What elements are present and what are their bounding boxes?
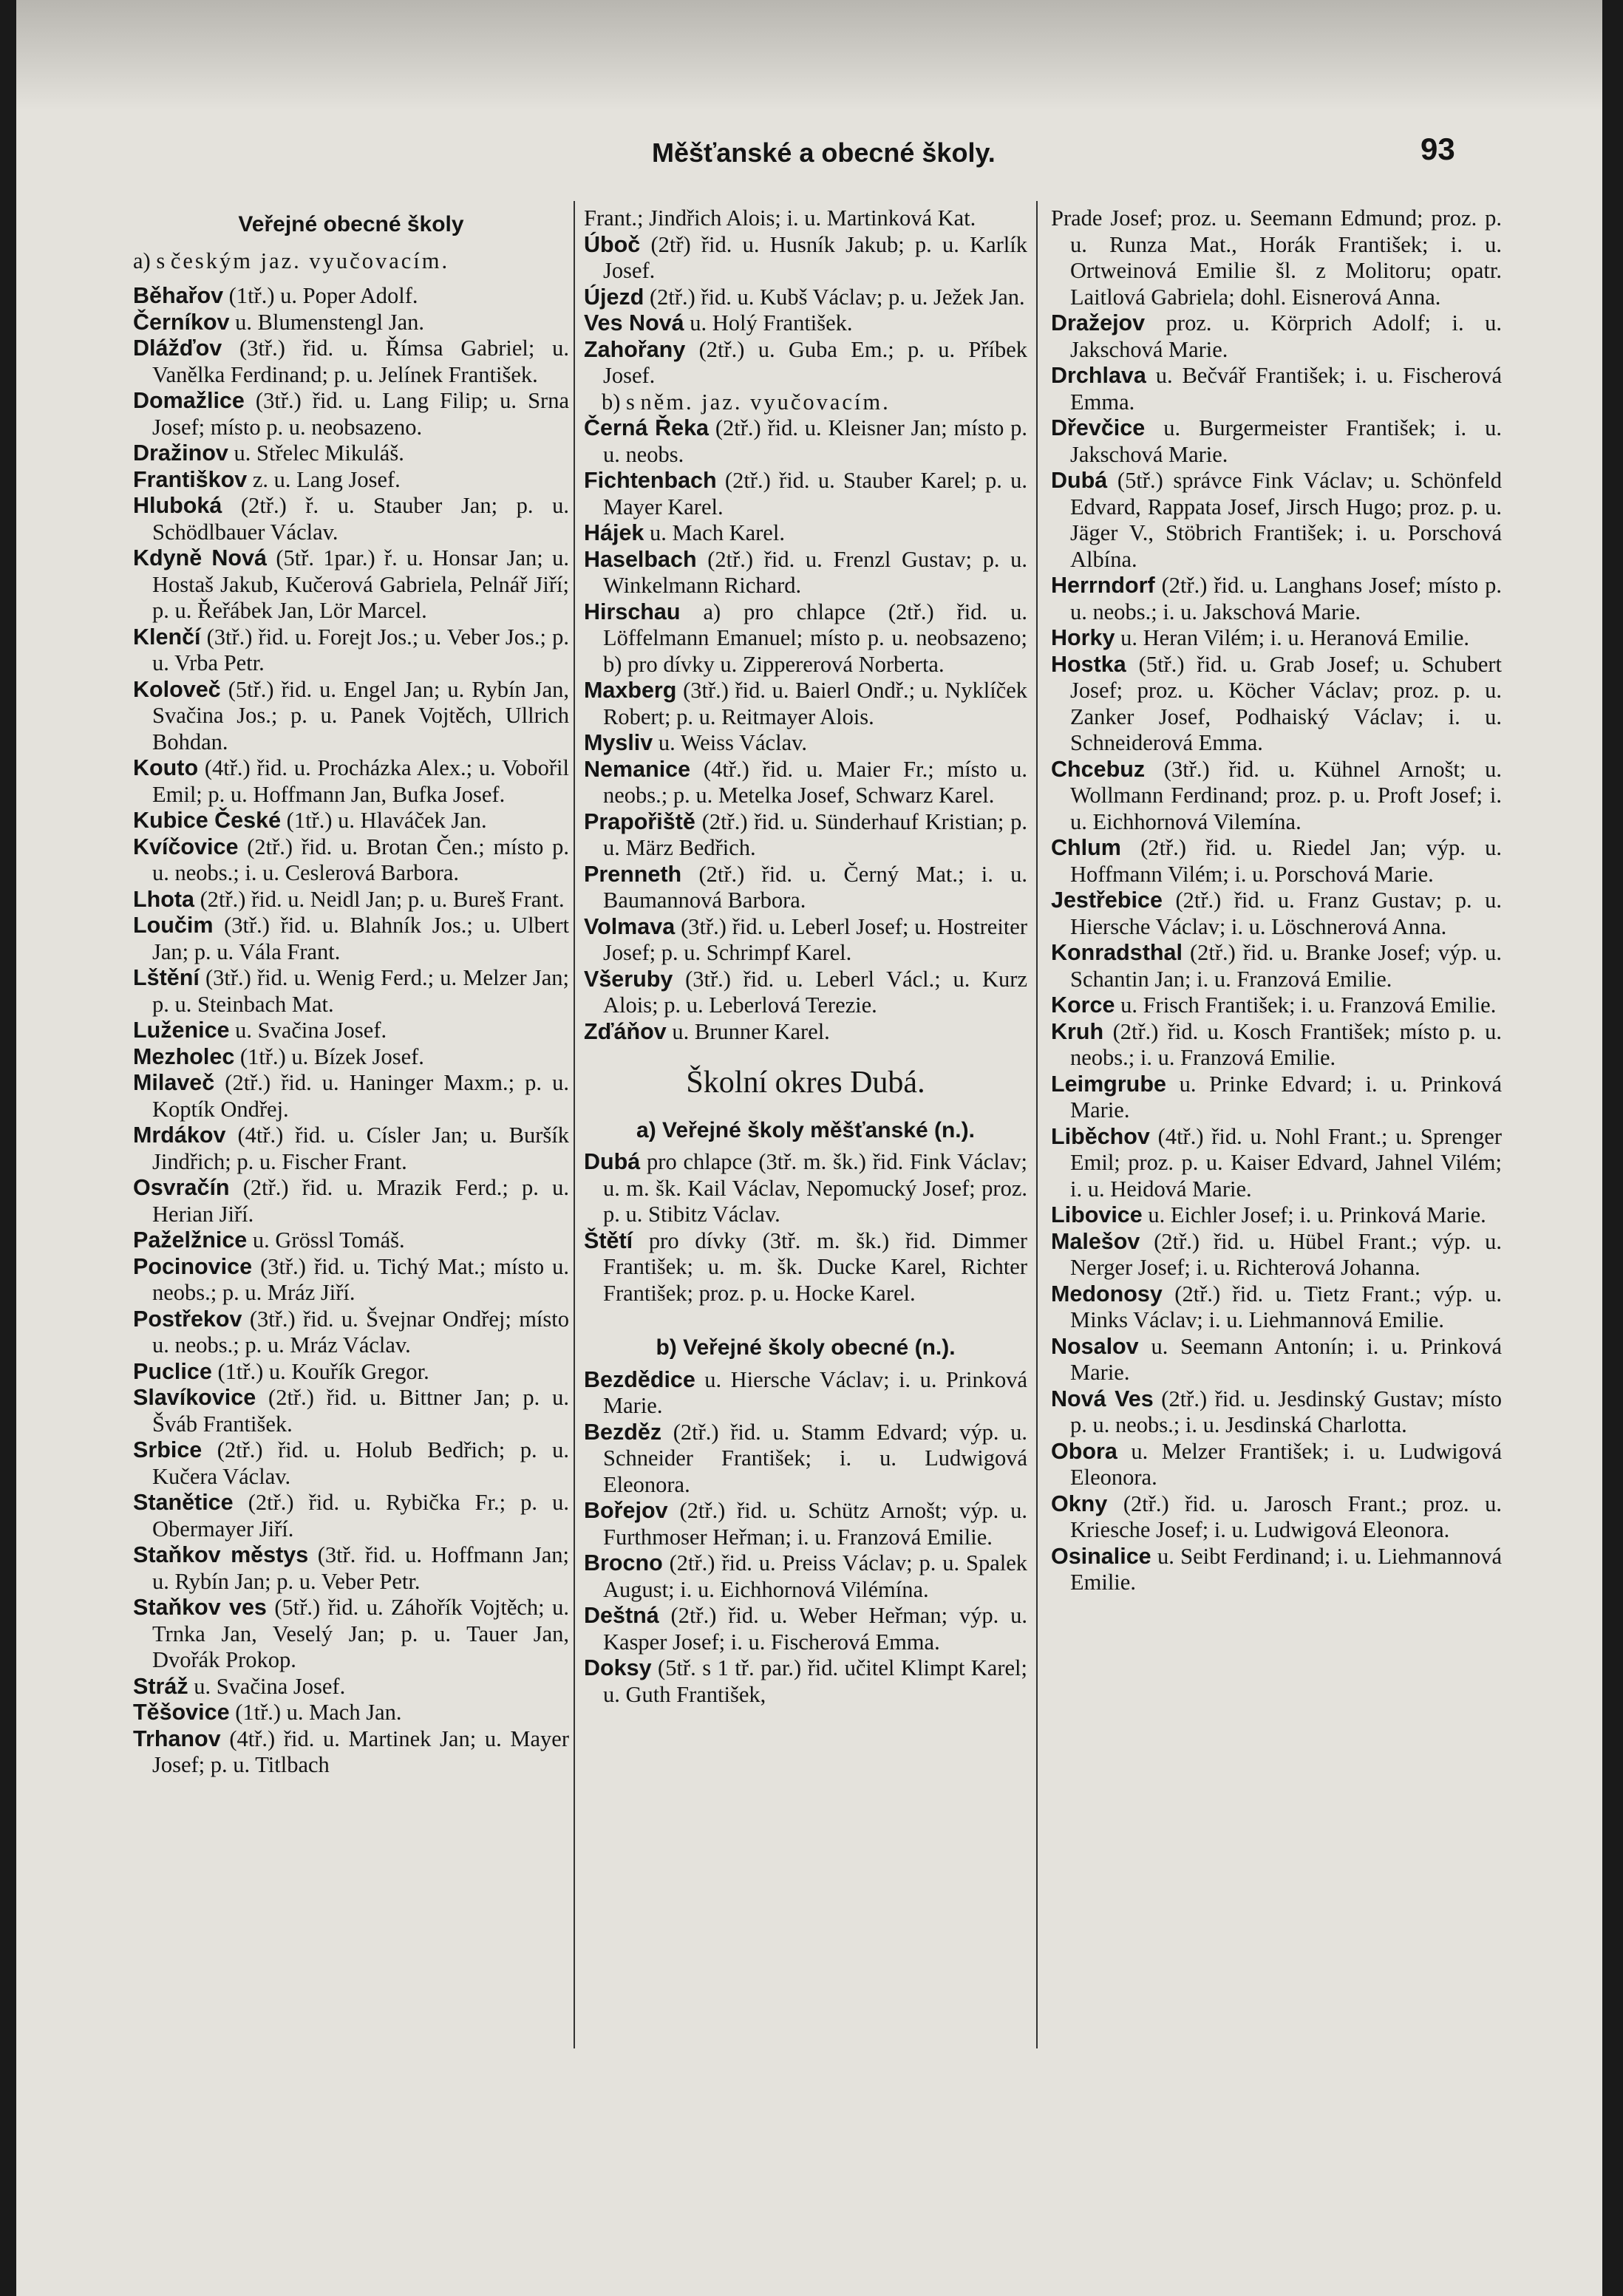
entry-text: (2tř.) řid. u. Stauber Karel; p. u. Mayer Karel. [603,468,1027,520]
school-entry [1051,1281,1502,1334]
school-entry [133,913,569,965]
school-entry [584,520,1027,547]
place-name: Srbice [133,1437,203,1462]
place-name: Všeruby [584,966,673,992]
place-name: Horky [1051,625,1115,650]
spacer [584,1307,1027,1329]
place-name: Liběchov [1051,1123,1150,1149]
place-name: Černá Řeka [584,415,710,440]
place-name: Běhařov [133,283,224,308]
entry-text: (2tř.) řid. u. Preiss Václav; p. u. Spalek August; i. u. Eichhornová Vilémína. [603,1550,1027,1602]
place-name: Luženice [133,1018,230,1043]
place-name: Drchlava [1051,363,1146,388]
school-entry [584,285,1027,311]
entry-text: u. Bečvář František; i. u. Fischerová Emma. [1070,363,1502,415]
school-entry [133,887,569,913]
school-entry [133,1595,569,1674]
entry-text: u. Svačina Josef. [188,1673,346,1699]
school-entry [133,1307,569,1359]
place-name: Loučim [133,913,214,938]
school-entry [133,677,569,756]
entry-text: u. Burgermeister František; i. u. Jakschová Marie. [1070,415,1502,467]
entry-text: pro chlapce (3tř. m. šk.) řid. Fink Václav; u. m. šk. Kail Václav, Nepomucký Josef; proz. p. u. Stibitz Václav. [603,1149,1027,1227]
place-name: Leimgrube [1051,1071,1166,1097]
entry-text: (2tř.) řid. u. Jarosch Frant.; proz. u. Kriesche Josef; i. u. Ludwigová Eleonora. [1070,1491,1502,1542]
entry-text: (5tř. s 1 tř. par.) řid. učitel Klimpt Karel; u. Guth František, [603,1655,1027,1707]
entry-text: u. Brunner Karel. [666,1018,830,1044]
place-name: Dubá [1051,468,1108,493]
page-number: 93 [1420,132,1455,166]
school-entry [584,468,1027,520]
school-entry [133,1123,569,1175]
entry-list [584,415,1027,1045]
entry-text: u. Blumenstengl Jan. [229,309,424,335]
place-name: Úboč [584,231,641,257]
column-rule-2 [1036,201,1038,2048]
place-name: Herrndorf [1051,573,1155,598]
entry-text: (3tř.) řid. u. Švejnar Ondřej; místo u. neobs.; p. u. Mráz Václav. [152,1306,569,1357]
school-entry [1051,310,1502,363]
entry-text: u. Hiersche Václav; i. u. Prinková Marie. [603,1366,1027,1418]
place-name: Fichtenbach [584,468,717,493]
place-name: Trhanov [133,1726,221,1751]
entry-text: (5tř.) řid. u. Engel Jan; u. Rybín Jan, Svačina Jos.; p. u. Panek Vojtěch, Ullrich Bohdan. [152,676,569,754]
school-entry [133,755,569,808]
place-name: Libovice [1051,1202,1143,1227]
entry-list [584,1149,1027,1307]
school-entry [584,862,1027,914]
place-name: Mrdákov [133,1123,226,1148]
school-entry [584,967,1027,1019]
entry-text: (4tř.) řid. u. Císler Jan; u. Buršík Jindřich; p. u. Fischer Frant. [152,1123,569,1174]
place-name: Dražinov [133,440,228,466]
entry-text: (3tř.) řid. u. Baierl Ondř.; u. Nyklíček Robert; p. u. Reitmayer Alois. [603,678,1027,729]
school-entry [133,1175,569,1227]
place-name: Ves Nová [584,310,684,335]
entry-text: (2tř.) řid. u. Stamm Edvard; výp. u. Schneider František; i. u. Ludwigová Eleonora. [603,1419,1027,1497]
school-entry [1051,1202,1502,1229]
column-3 [1051,205,1502,1596]
place-name: Koloveč [133,676,221,702]
entry-text: (3tř. řid. u. Hoffmann Jan; u. Rybín Jan; p. u. Veber Petr. [152,1542,570,1594]
school-entry [584,1420,1027,1499]
section-heading: b) Veřejné školy obecné (n.). [656,1335,956,1360]
entry-text: u. Seibt Ferdinand; i. u. Liehmannová Emilie. [1070,1543,1502,1595]
entry-text: (2tř.) řid. u. Sünderhauf Kristian; p. u. März Bedřich. [603,808,1027,860]
school-entry [133,1359,569,1386]
place-name: Slavíkovice [133,1385,256,1410]
place-name: Jestřebice [1051,888,1163,913]
place-name: Mysliv [584,730,653,755]
school-entry [133,1385,569,1437]
school-entry [133,310,569,336]
place-name: Prapořiště [584,808,695,834]
school-entry [133,1044,569,1071]
place-name: Chlum [1051,835,1121,860]
entry-text: (2tř.) u. Guba Em.; p. u. Příbek Josef. [603,336,1027,388]
place-name: Obora [1051,1438,1117,1464]
entry-text: (3tř.) řid. u. Blahník Jos.; u. Ulbert Jan; p. u. Vála Frant. [152,913,569,964]
place-name: Konradsthal [1051,940,1183,965]
school-entry [584,678,1027,730]
place-name: Nová Ves [1051,1386,1154,1411]
entry-list [1051,310,1502,1596]
entry-text: (4tř.) řid. u. Maier Fr.; místo u. neobs.; p. u. Metelka Josef, Schwarz Karel. [603,756,1027,808]
column-2 [584,205,1027,1708]
entry-text: (2tř.) řid. u. Haninger Maxm.; p. u. Koptík Ondřej. [152,1070,569,1122]
place-name: Stanětice [133,1490,234,1515]
place-name: Zďáňov [584,1018,667,1044]
place-name: Bezdědice [584,1366,695,1392]
entry-text: pro dívky (3tř. m. šk.) řid. Dimmer František; u. m. šk. Ducke Karel, Richter František; proz. p. u. Hocke Karel. [603,1227,1027,1306]
school-entry [584,1019,1027,1046]
place-name: Nemanice [584,756,691,782]
entry-text: (2tř.) řid. u. Mrazik Ferd.; p. u. Herian Jiří. [152,1175,569,1227]
entry-text: (1tř.) u. Mach Jan. [229,1700,402,1725]
place-name: Klenčí [133,624,201,650]
school-entry [1051,835,1502,888]
place-name: Kdyně Nová [133,545,267,570]
entry-list [584,1367,1027,1709]
district-heading: Školní okres Dubá. [686,1066,925,1100]
entry-text: (2tř.) řid. u. Langhans Josef; místo p. u. neobs.; i. u. Jakschová Marie. [1070,573,1502,624]
place-name: Bořejov [584,1498,668,1523]
place-name: Okny [1051,1491,1108,1516]
school-entry [1051,652,1502,757]
entry-text: u. Melzer František; i. u. Ludwigová Eleonora. [1070,1438,1502,1490]
school-entry [133,1227,569,1254]
school-entry [1051,363,1502,415]
school-entry [1051,992,1502,1019]
school-entry [1051,625,1502,652]
entry-text: (5tř.) řid. u. Grab Josef; u. Schubert Josef; proz. u. Köcher Václav; proz. p. u. Zanker Josef, Podhaiský Václav; i. u. Schneiderová Emma. [1070,651,1502,755]
entry-text: (3tř.) řid. u. Lang Filip; u. Srna Josef; místo p. u. neobsazeno. [152,388,569,440]
entry-text: (3tř.) řid. u. Leberl Václ.; u. Kurz Alois; p. u. Leberlová Terezie. [603,966,1027,1018]
school-entry [133,467,569,494]
school-entry [133,335,569,388]
entry-text: (2tř.) řid. u. Bittner Jan; p. u. Šváb František. [152,1385,569,1437]
place-name: Doksy [584,1655,652,1680]
school-entry [133,1254,569,1307]
place-name: Dubá [584,1149,641,1174]
school-entry [1051,1334,1502,1386]
school-entry [133,283,569,310]
entry-text: u. Eichler Josef; i. u. Prinková Marie. [1142,1202,1486,1227]
entry-text: (2tř.) řid. u. Rybička Fr.; p. u. Obermayer Jiří. [152,1490,569,1542]
place-name: Kruh [1051,1018,1104,1044]
place-name: Staňkov ves [133,1595,267,1620]
place-name: Postřekov [133,1306,242,1332]
continued-entry: Frant.; Jindřich Alois; i. u. Martinková Kat. [584,205,976,231]
school-entry [584,415,1027,468]
school-entry [584,547,1027,599]
school-entry [1051,1124,1502,1203]
entry-text: (3tř.) řid. u. Římsa Gabriel; u. Vanělka Ferdinand; p. u. Jelínek František. [152,335,569,387]
place-name: Stráž [133,1673,188,1699]
place-name: Staňkov městys [133,1542,309,1567]
entry-text: (1tř.) u. Poper Adolf. [223,283,418,308]
entry-text: (2tř.) řid. u. Schütz Arnošt; výp. u. Furthmoser Heřman; i. u. Franzová Emilie. [603,1498,1027,1550]
section-heading: a) Veřejné školy měšťanské (n.). [636,1117,975,1142]
place-name: Dražejov [1051,310,1146,335]
entry-text: (5tř. 1par.) ř. u. Honsar Jan; u. Hostaš Jakub, Kučerová Gabriela, Pelnář Jiří; p. u. Řeřábek Jan, Lör Marcel. [152,545,569,623]
entry-text: (1tř.) u. Kouřík Gregor. [211,1358,429,1384]
school-entry [1051,1386,1502,1439]
entry-text: (2tř.) řid. u. Kubš Václav; p. u. Ježek Jan. [644,284,1025,310]
school-entry [1051,415,1502,468]
entry-text: u. Grössl Tomáš. [247,1227,405,1253]
school-entry [1051,1229,1502,1281]
language-subheading: b) s něm. jaz. vyučovacím. [602,389,891,415]
place-name: Malešov [1051,1228,1140,1254]
entry-text: proz. u. Körprich Adolf; i. u. Jakschová Marie. [1070,310,1502,362]
school-entry [1051,1019,1502,1072]
entry-text: (4tř.) řid. u. Nohl Frant.; u. Sprenger Emil; proz. p. u. Kaiser Edvard, Jahnel Vilém; i. u. Heidová Marie. [1070,1123,1502,1202]
school-entry [584,730,1027,757]
place-name: Brocno [584,1550,663,1575]
entry-text: (3tř.) řid. u. Forejt Jos.; u. Veber Jos.; p. u. Vrba Petr. [152,624,569,675]
entry-text: (4tř.) řid. u. Procházka Alex.; u. Vobořil Emil; p. u. Hoffmann Jan, Bufka Josef. [152,755,569,807]
place-name: Nosalov [1051,1333,1139,1359]
school-entry [133,1490,569,1542]
school-entry [133,1542,569,1595]
entry-text: u. Střelec Mikuláš. [228,440,404,466]
place-name: Hluboká [133,493,222,518]
language-subheading: a) s českým jaz. vyučovacím. [133,248,450,273]
place-name: Milaveč [133,1070,215,1095]
school-entry [584,599,1027,678]
entry-text: (2tř.) řid. u. Riedel Jan; výp. u. Hoffmann Vilém; i. u. Porschová Marie. [1070,835,1502,887]
entry-list [584,232,1027,389]
school-entry [584,809,1027,862]
entry-text: u. Svačina Josef. [229,1018,387,1043]
entry-text: (5tř.) řid. u. Záhořík Vojtěch; u. Trnka Jan, Veselý Jan; p. u. Tauer Jan, Dvořák Prokop. [152,1595,570,1672]
place-name: Domažlice [133,388,245,413]
place-name: Haselbach [584,546,697,572]
place-name: Dřevčice [1051,415,1146,440]
school-entry [584,1498,1027,1550]
place-name: Hostka [1051,651,1126,677]
entry-text: u. Seemann Antonín; i. u. Prinková Marie. [1070,1333,1502,1385]
place-name: Štětí [584,1227,633,1253]
place-name: Újezd [584,284,644,310]
entry-text: (1tř.) u. Bízek Josef. [234,1043,424,1069]
school-entry [133,1674,569,1700]
entry-text: u. Heran Vilém; i. u. Heranová Emilie. [1115,625,1469,650]
school-entry [584,914,1027,967]
entry-text: (1tř.) u. Hlaváček Jan. [281,808,487,833]
school-entry [133,493,569,545]
place-name: Hájek [584,520,644,545]
place-name: Černíkov [133,309,230,335]
place-name: Prenneth [584,861,682,887]
school-entry [1051,1491,1502,1544]
school-entry [584,310,1027,337]
continued-entry: Prade Josef; proz. u. Seemann Edmund; proz. p. u. Runza Mat., Horák František; i. u. Ortweinová Emilie šl. z Molitoru; opatr. Laitlová Gabriela; dohl. Eisnerová Anna. [1051,205,1502,310]
place-name: Chcebuz [1051,756,1146,782]
entry-text: (3tř.) řid. u. Wenig Ferd.; u. Melzer Jan; p. u. Steinbach Mat. [152,965,569,1017]
school-entry [133,545,569,624]
school-entry [133,388,569,440]
place-name: Puclice [133,1358,212,1384]
place-name: Hirschau [584,599,681,624]
entry-text: (2tř.) řid. u. Hübel Frant.; výp. u. Nerger Josef; i. u. Richterová Johanna. [1070,1228,1502,1280]
place-name: Těšovice [133,1700,230,1725]
column-1 [133,205,569,1779]
place-name: Osvračín [133,1175,230,1200]
school-entry [133,808,569,834]
entry-text: (2tř.) řid. u. Kosch František; místo p. u. neobs.; i. u. Franzová Emilie. [1070,1018,1502,1070]
running-head: Měšťanské a obecné školy. [652,137,996,168]
school-entry [1051,468,1502,573]
school-entry [584,1603,1027,1655]
school-entry [133,1726,569,1779]
book-page [16,0,1602,2296]
entry-text: (2tř) řid. u. Husník Jakub; p. u. Karlík Josef. [603,231,1027,283]
entry-text: (4tř.) řid. u. Martinek Jan; u. Mayer Josef; p. u. Titlbach [152,1726,569,1777]
school-entry [584,1149,1027,1228]
school-entry [584,1550,1027,1603]
school-entry [133,1018,569,1044]
school-entry [1051,757,1502,836]
school-entry [1051,1072,1502,1124]
column-rule-1 [574,201,575,2048]
entry-text: (2tř.) řid. u. Holub Bedřich; p. u. Kučera Václav. [152,1437,569,1489]
entry-text: u. Frisch František; i. u. Franzová Emilie. [1115,992,1497,1018]
school-entry [1051,1544,1502,1596]
place-name: Deštná [584,1603,659,1628]
entry-text: (2tř.) řid. u. Brotan Čen.; místo p. u. neobs.; i. u. Ceslerová Barbora. [152,834,569,885]
place-name: Lštění [133,965,200,990]
place-name: Mezholec [133,1043,235,1069]
entry-text: (2tř.) řid. u. Branke Josef; výp. u. Schantin Jan; i. u. Franzová Emilie. [1070,940,1502,992]
place-name: Osinalice [1051,1543,1151,1569]
place-name: Kubice České [133,808,282,833]
school-entry [584,232,1027,285]
place-name: Korce [1051,992,1115,1018]
entry-text: (2tř.) řid. u. Weber Heřman; výp. u. Kasper Josef; i. u. Fischerová Emma. [603,1603,1027,1655]
entry-text: (3tř.) řid. u. Tichý Mat.; místo u. neobs.; p. u. Mráz Jiří. [152,1253,569,1305]
place-name: Medonosy [1051,1281,1163,1307]
place-name: Dlážďov [133,335,222,361]
place-name: Lhota [133,886,195,912]
school-entry [1051,1439,1502,1491]
school-entry [1051,573,1502,625]
school-entry [133,965,569,1018]
entry-text: (2tř.) řid. u. Neidl Jan; p. u. Bureš Frant. [194,886,565,912]
entry-text: (2tř.) řid. u. Tietz Frant.; výp. u. Minks Václav; i. u. Liehmannová Emilie. [1070,1281,1502,1332]
entry-text: (2tř.) řid. u. Černý Mat.; i. u. Baumannová Barbora. [603,861,1027,913]
entry-text: (2tř.) řid. u. Frenzl Gustav; p. u. Winkelmann Richard. [603,546,1027,598]
place-name: Kouto [133,755,199,780]
entry-text: u. Prinke Edvard; i. u. Prinková Marie. [1070,1071,1502,1123]
place-name: Pocinovice [133,1253,253,1279]
school-entry [133,1437,569,1490]
school-entry [133,1070,569,1123]
entry-text: (2tř.) řid. u. Jesdinský Gustav; místo p. u. neobs.; i. u. Jesdinská Charlotta. [1070,1386,1502,1437]
entry-text: (2tř.) řid. u. Kleisner Jan; místo p. u. neobs. [603,415,1027,467]
school-entry [584,337,1027,389]
entry-text: (2tř.) ř. u. Stauber Jan; p. u. Schödlbauer Václav. [152,493,569,545]
entry-text: u. Holý František. [684,310,853,335]
place-name: Volmava [584,913,676,939]
school-entry [133,440,569,467]
entry-text: a) pro chlapce (2tř.) řid. u. Löffelmann Emanuel; místo p. u. neobsazeno; b) pro dívky u. Zippererová Norberta. [603,599,1027,677]
school-entry [584,757,1027,809]
entry-list [133,283,569,1779]
school-entry [584,1655,1027,1708]
place-name: Františkov [133,466,248,492]
entry-text: (5tř.) správce Fink Václav; u. Schönfeld Edvard, Rappata Josef, Jirsch Hugo; proz. p. u. Jäger V., Stöbrich František; i. u. Porschová Albína. [1070,468,1502,572]
entry-text: (3tř.) řid. u. Leberl Josef; u. Hostreiter Josef; p. u. Schrimpf Karel. [603,913,1027,965]
place-name: Zahořany [584,336,686,362]
entry-text: u. Mach Karel. [644,520,785,545]
school-entry [133,834,569,887]
entry-text: (2tř.) řid. u. Franz Gustav; p. u. Hiersche Václav; i. u. Löschnerová Anna. [1070,888,1502,939]
entry-text: u. Weiss Václav. [653,730,807,755]
section-heading: Veřejné obecné školy [238,212,464,236]
entry-text: z. u. Lang Josef. [247,466,401,492]
school-entry [133,1700,569,1726]
entry-text: (3tř.) řid. u. Kühnel Arnošt; u. Wollmann Ferdinand; proz. p. u. Proft Josef; i. u. Eichhornová Vilemína. [1070,756,1502,834]
school-entry [1051,888,1502,940]
school-entry [1051,940,1502,992]
place-name: Maxberg [584,678,677,703]
place-name: Kvíčovice [133,834,239,859]
place-name: Bezděz [584,1419,662,1445]
place-name: Paželžnice [133,1227,248,1253]
school-entry [584,1367,1027,1420]
school-entry [133,624,569,677]
school-entry [584,1228,1027,1307]
